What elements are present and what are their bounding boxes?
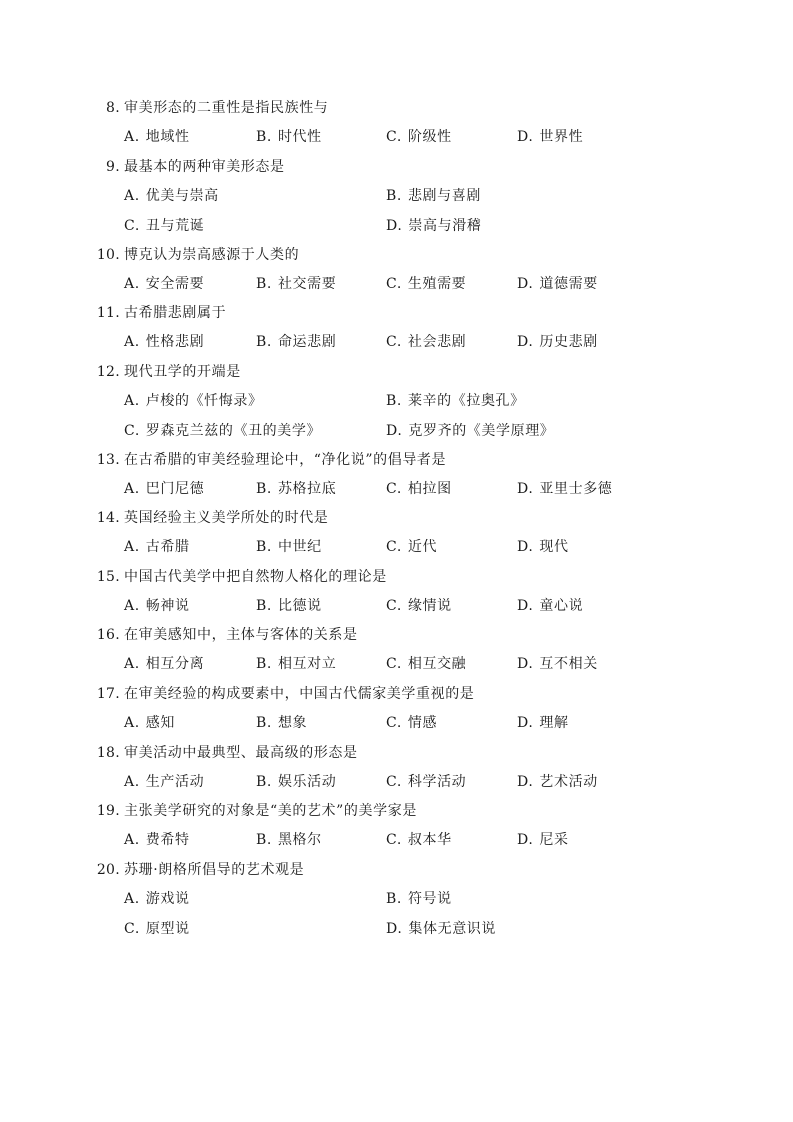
answer-option	[386, 186, 481, 206]
question-number: 15.	[96, 569, 120, 585]
option-letter: D.	[386, 218, 403, 234]
answer-option	[124, 421, 321, 441]
answer-option	[517, 596, 583, 616]
answer-option	[386, 889, 452, 909]
option-text: 符号说	[407, 891, 452, 907]
answer-option	[517, 127, 583, 147]
option-text: 莱辛的《拉奥孔》	[407, 393, 525, 409]
question-number: 14.	[96, 510, 120, 526]
option-text: 科学活动	[407, 774, 467, 790]
option-letter: D.	[517, 129, 534, 145]
option-letter: B.	[386, 393, 402, 409]
option-text: 生殖需要	[407, 276, 467, 292]
option-letter: D.	[517, 774, 534, 790]
option-text: 地域性	[145, 129, 190, 145]
option-text: 时代性	[277, 129, 322, 145]
option-text: 性格悲剧	[145, 334, 205, 350]
option-letter: B.	[256, 481, 272, 497]
option-letter: C.	[386, 598, 402, 614]
option-text: 丑与荒诞	[145, 218, 205, 234]
option-letter: A.	[124, 832, 140, 848]
option-text: 生产活动	[145, 774, 205, 790]
option-text: 柏拉图	[407, 481, 452, 497]
option-letter: C.	[386, 129, 402, 145]
option-text: 历史悲剧	[539, 334, 598, 350]
answer-option	[386, 127, 452, 147]
option-letter: A.	[124, 656, 140, 672]
answer-option	[256, 596, 322, 616]
answer-option	[386, 537, 437, 557]
answer-option	[386, 216, 481, 236]
option-letter: A.	[124, 891, 140, 907]
answer-option	[386, 596, 452, 616]
answer-option	[124, 537, 190, 557]
option-letter: C.	[124, 218, 140, 234]
option-text: 叔本华	[407, 832, 452, 848]
option-text: 社交需要	[277, 276, 337, 292]
option-text: 悲剧与喜剧	[407, 188, 481, 204]
answer-option	[386, 274, 466, 294]
answer-option	[124, 479, 204, 499]
option-letter: D.	[386, 921, 403, 937]
question-number: 13.	[96, 452, 120, 468]
answer-option	[124, 186, 219, 206]
option-text: 命运悲剧	[277, 334, 337, 350]
option-letter: B.	[256, 715, 272, 731]
option-text: 道德需要	[539, 276, 598, 292]
answer-option	[256, 127, 322, 147]
answer-option	[124, 127, 190, 147]
answer-option	[124, 332, 204, 352]
question-text: 主张美学研究的对象是“美的艺术”的美学家是	[124, 803, 417, 819]
answer-option	[124, 713, 175, 733]
option-text: 原型说	[145, 921, 190, 937]
option-letter: C.	[386, 481, 402, 497]
option-letter: D.	[517, 598, 534, 614]
option-text: 黑格尔	[277, 832, 322, 848]
answer-option	[386, 919, 496, 939]
option-letter: B.	[256, 276, 272, 292]
option-letter: A.	[124, 715, 140, 731]
question-number: 16.	[96, 627, 120, 643]
option-letter: A.	[124, 598, 140, 614]
answer-option	[517, 772, 598, 792]
question-number: 11.	[96, 305, 120, 321]
question-text: 在审美经验的构成要素中，中国古代儒家美学重视的是	[124, 686, 475, 702]
option-letter: B.	[256, 539, 272, 555]
option-text: 崇高与滑稽	[408, 218, 482, 234]
answer-option	[256, 537, 322, 557]
option-text: 费希特	[145, 832, 190, 848]
option-letter: C.	[386, 276, 402, 292]
answer-option	[517, 830, 569, 850]
answer-option	[386, 772, 466, 792]
option-letter: A.	[124, 129, 140, 145]
option-text: 相互分离	[145, 656, 205, 672]
option-letter: C.	[386, 656, 402, 672]
question-text: 在审美感知中，主体与客体的关系是	[124, 627, 358, 643]
answer-option	[386, 479, 452, 499]
question-text: 英国经验主义美学所处的时代是	[124, 510, 329, 526]
option-letter: A.	[124, 774, 140, 790]
option-text: 互不相关	[539, 656, 598, 672]
option-letter: B.	[256, 774, 272, 790]
option-letter: B.	[256, 334, 272, 350]
option-letter: D.	[517, 656, 534, 672]
answer-option	[256, 479, 336, 499]
option-letter: A.	[124, 481, 140, 497]
option-letter: B.	[256, 656, 272, 672]
answer-option	[256, 713, 307, 733]
option-text: 想象	[277, 715, 308, 731]
option-letter: B.	[386, 891, 402, 907]
answer-option	[386, 391, 525, 411]
option-text: 畅神说	[145, 598, 190, 614]
answer-option	[386, 830, 452, 850]
option-text: 古希腊	[145, 539, 190, 555]
answer-option	[386, 421, 554, 441]
answer-option	[386, 332, 466, 352]
question-number: 9.	[106, 159, 120, 175]
question-text: 最基本的两种审美形态是	[124, 159, 285, 175]
option-letter: C.	[386, 539, 402, 555]
option-text: 卢梭的《忏悔录》	[145, 393, 263, 409]
question-number: 10.	[96, 247, 120, 263]
answer-option	[124, 654, 204, 674]
question-text: 中国古代美学中把自然物人格化的理论是	[124, 569, 387, 585]
option-text: 理解	[539, 715, 569, 731]
answer-option	[256, 274, 336, 294]
option-text: 巴门尼德	[145, 481, 205, 497]
option-letter: C.	[386, 832, 402, 848]
option-letter: A.	[124, 539, 140, 555]
option-text: 感知	[145, 715, 175, 731]
question-text: 在古希腊的审美经验理论中，“净化说”的倡导者是	[124, 452, 447, 468]
option-text: 安全需要	[145, 276, 205, 292]
question-number: 20.	[96, 862, 120, 878]
answer-option	[256, 830, 322, 850]
option-text: 现代	[539, 539, 569, 555]
option-letter: A.	[124, 276, 140, 292]
option-letter: A.	[124, 334, 140, 350]
option-text: 艺术活动	[539, 774, 598, 790]
answer-option	[124, 391, 263, 411]
answer-option	[517, 654, 598, 674]
option-text: 娱乐活动	[277, 774, 337, 790]
option-text: 情感	[407, 715, 438, 731]
question-text: 现代丑学的开端是	[124, 364, 241, 380]
answer-option	[124, 889, 190, 909]
option-letter: C.	[124, 921, 140, 937]
option-text: 世界性	[539, 129, 584, 145]
option-text: 克罗齐的《美学原理》	[408, 423, 555, 439]
option-letter: D.	[386, 423, 403, 439]
answer-option	[124, 216, 204, 236]
answer-option	[517, 332, 598, 352]
answer-option	[124, 274, 204, 294]
option-text: 童心说	[539, 598, 584, 614]
option-text: 优美与崇高	[145, 188, 219, 204]
option-letter: B.	[256, 598, 272, 614]
question-text: 苏珊·朗格所倡导的艺术观是	[124, 862, 305, 878]
option-letter: C.	[124, 423, 140, 439]
question-text: 古希腊悲剧属于	[124, 305, 227, 321]
answer-option	[256, 332, 336, 352]
option-letter: C.	[386, 715, 402, 731]
option-text: 亚里士多德	[539, 481, 613, 497]
answer-option	[517, 537, 569, 557]
option-text: 游戏说	[145, 891, 190, 907]
option-text: 尼采	[539, 832, 569, 848]
option-text: 缘情说	[407, 598, 452, 614]
option-text: 阶级性	[407, 129, 452, 145]
option-text: 苏格拉底	[277, 481, 337, 497]
option-letter: A.	[124, 393, 140, 409]
option-letter: B.	[256, 129, 272, 145]
answer-option	[517, 479, 612, 499]
option-text: 集体无意识说	[408, 921, 496, 937]
question-text: 博克认为崇高感源于人类的	[124, 247, 300, 263]
answer-option	[256, 654, 336, 674]
option-text: 罗森克兰兹的《丑的美学》	[145, 423, 322, 439]
option-text: 相互对立	[277, 656, 337, 672]
question-number: 17.	[96, 686, 120, 702]
option-letter: D.	[517, 715, 534, 731]
option-text: 近代	[407, 539, 438, 555]
question-text: 审美活动中最典型、最高级的形态是	[124, 745, 358, 761]
option-text: 比德说	[277, 598, 322, 614]
answer-option	[517, 713, 569, 733]
option-text: 社会悲剧	[407, 334, 467, 350]
answer-option	[256, 772, 336, 792]
answer-option	[517, 274, 598, 294]
question-number: 18.	[96, 745, 120, 761]
option-text: 中世纪	[277, 539, 322, 555]
option-letter: C.	[386, 774, 402, 790]
answer-option	[386, 713, 437, 733]
question-text: 审美形态的二重性是指民族性与	[124, 100, 329, 116]
option-letter: A.	[124, 188, 140, 204]
option-letter: D.	[517, 832, 534, 848]
option-letter: D.	[517, 276, 534, 292]
option-letter: B.	[256, 832, 272, 848]
option-text: 相互交融	[407, 656, 467, 672]
option-letter: B.	[386, 188, 402, 204]
question-number: 19.	[96, 803, 120, 819]
answer-option	[124, 830, 190, 850]
option-letter: D.	[517, 334, 534, 350]
answer-option	[386, 654, 466, 674]
answer-option	[124, 596, 190, 616]
option-letter: D.	[517, 481, 534, 497]
option-letter: C.	[386, 334, 402, 350]
option-letter: D.	[517, 539, 534, 555]
answer-option	[124, 919, 190, 939]
answer-option	[124, 772, 204, 792]
question-number: 8.	[106, 100, 120, 116]
question-number: 12.	[96, 364, 120, 380]
